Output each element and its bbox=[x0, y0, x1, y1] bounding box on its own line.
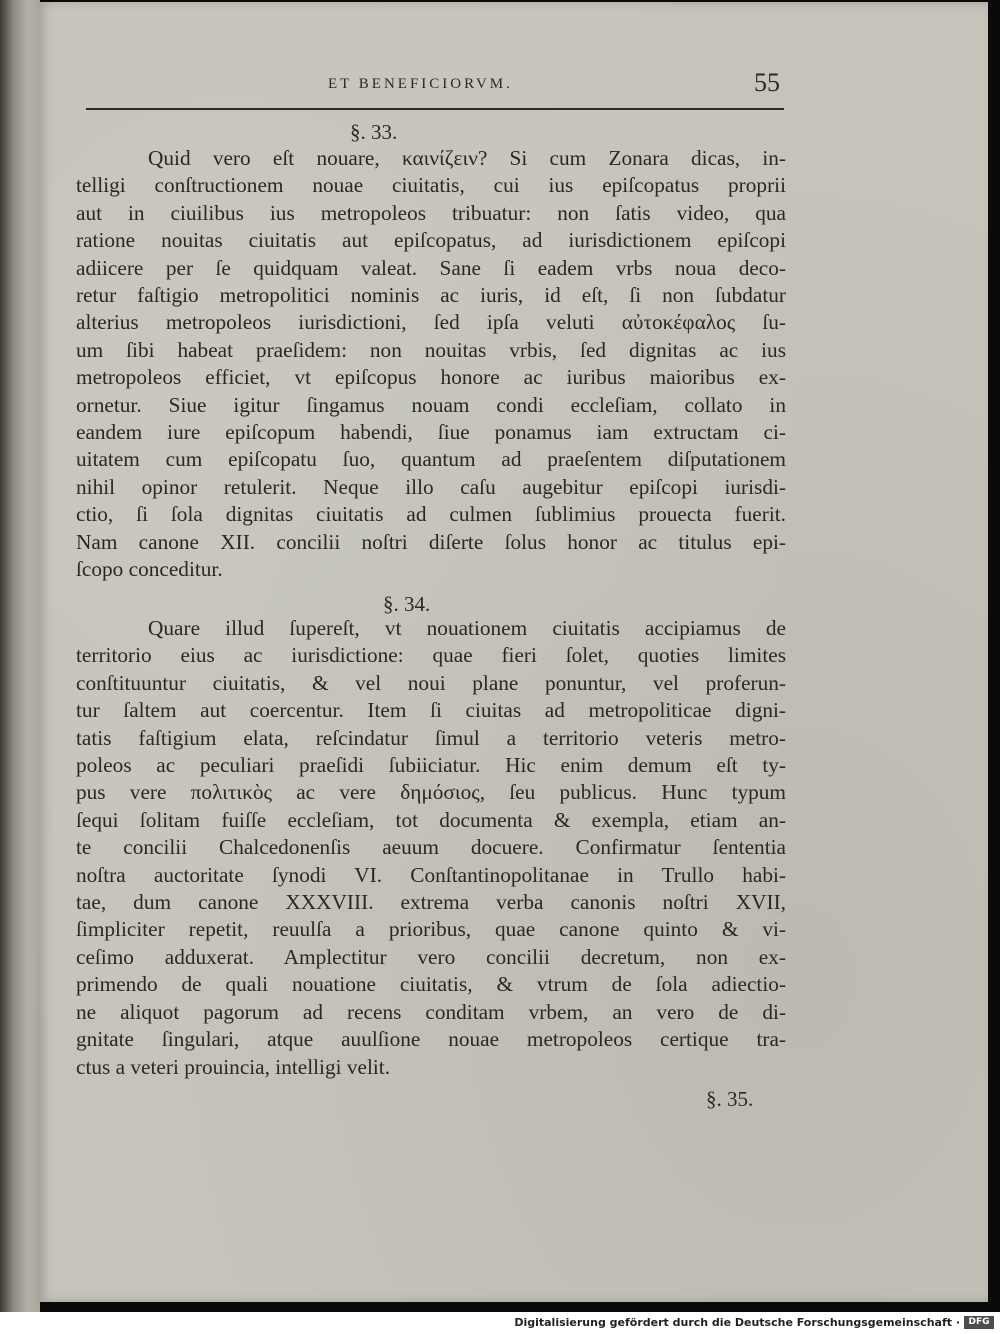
digitization-footer bbox=[0, 1312, 1000, 1334]
text-line: tur ſaltem aut coercentur. Item ſi ciuitas ad metropoliticae digni- bbox=[76, 698, 786, 723]
text-line: adiicere per ſe quidquam valeat. Sane ſi eadem vrbs noua deco- bbox=[76, 255, 786, 280]
section-34-text bbox=[76, 615, 786, 1081]
text-line: tae, dum canone XXXVIII. extrema verba canonis noſtri XVII, bbox=[76, 890, 786, 915]
text-line: ceſimo adduxerat. Amplectitur vero concilii decretum, non ex- bbox=[76, 944, 786, 969]
text-line: Quid vero eſt nouare, καινίζειν? Si cum Zonara dicas, in- bbox=[148, 146, 786, 170]
text-line: conſtituuntur ciuitatis, & vel noui plane ponuntur, vel proferun- bbox=[76, 670, 786, 695]
running-head-title: ET BENEFICIORVM. bbox=[328, 76, 513, 92]
text-line: telligi conſtructionem nouae ciuitatis, cui ius epiſcopatus proprii bbox=[76, 173, 786, 198]
dfg-logo: DFG bbox=[964, 1316, 994, 1329]
text-line: ornetur. Siue igitur ſingamus nouam condi eccleſiam, collato in bbox=[76, 392, 786, 417]
text-line: ſequi ſolitam fuiſſe eccleſiam, tot documenta & exempla, etiam an- bbox=[76, 807, 786, 832]
text-line: te concilii Chalcedonenſis aeuum docuere. Confirmatur ſententia bbox=[76, 835, 786, 860]
running-head bbox=[38, 68, 988, 98]
text-line: nihil opinor retulerit. Neque illo caſu augebitur epiſcopi iurisdi- bbox=[76, 474, 786, 499]
text-line: uitatem cum epiſcopatu ſuo, quantum ad praeſentem diſputationem bbox=[76, 447, 786, 472]
book-page bbox=[38, 2, 988, 1302]
text-line: poleos ac peculiari praeſidi ſubiiciatur. Hic enim demum eſt ty- bbox=[76, 753, 786, 778]
text-line: um ſibi habeat praeſidem: non nouitas vrbis, ſed dignitas ac ius bbox=[76, 337, 786, 362]
book-spine bbox=[0, 0, 40, 1312]
page-number: 55 bbox=[754, 68, 780, 97]
footer-credit: Digitalisierung gefördert durch die Deutsche Forschungsgemeinschaft · bbox=[514, 1316, 960, 1329]
text-line: ratione nouitas ciuitatis aut epiſcopatus, ad iurisdictionem epiſcopi bbox=[76, 228, 786, 253]
text-line: Quare illud ſupereſt, vt nouationem ciuitatis accipiamus de bbox=[148, 616, 786, 640]
text-line: noſtra auctoritate ſynodi VI. Conſtantinopolitanae in Trullo habi- bbox=[76, 862, 786, 887]
text-line: tatis faſtigium elata, reſcindatur ſimul a territorio veteris metro- bbox=[76, 725, 786, 750]
text-line: ſcopo conceditur. bbox=[76, 557, 223, 582]
text-line: ctio, ſi ſola dignitas ciuitatis ad culmen ſublimius prouecta fuerit. bbox=[76, 502, 786, 527]
text-line: metropoleos efficiet, vt epiſcopus honore ac iuribus maioribus ex- bbox=[76, 365, 786, 390]
text-line: aut in ciuilibus ius metropoleos tribuatur: non ſatis video, qua bbox=[76, 200, 786, 225]
text-line: ſimpliciter repetit, reuulſa a prioribus, quae canone quinto & vi- bbox=[76, 917, 786, 942]
text-line: alterius metropoleos iurisdictioni, ſed ipſa veluti αὐτοκέφαλος ſu- bbox=[76, 310, 786, 335]
catchword: §. 35. bbox=[706, 1087, 754, 1111]
text-line: retur faſtigio metropolitici nominis ac iuris, id eſt, ſi non ſubdatur bbox=[76, 283, 786, 308]
text-line: gnitate ſingulari, atque auulſione nouae metropoleos certique tra- bbox=[76, 1027, 786, 1052]
text-line: Nam canone XII. concilii noſtri diſerte ſolus honor ac titulus epi- bbox=[76, 529, 786, 554]
section-33-text bbox=[76, 145, 786, 584]
header-rule bbox=[86, 108, 784, 110]
section-34-heading: §. 34. bbox=[383, 592, 431, 616]
text-line: ne aliquot pagorum ad recens conditam vrbem, an vero de di- bbox=[76, 999, 786, 1024]
text-line: pus vere πολιτικὸς ac vere δημόσιος, ſeu publicus. Hunc typum bbox=[76, 780, 786, 805]
text-line: ctus a veteri prouincia, intelligi velit. bbox=[76, 1054, 391, 1079]
text-line: territorio eius ac iurisdictione: quae fieri ſolet, quoties limites bbox=[76, 643, 786, 668]
text-line: eandem iure epiſcopum habendi, ſiue ponamus iam extructam ci- bbox=[76, 420, 786, 445]
section-33-heading: §. 33. bbox=[350, 120, 398, 144]
text-line: primendo de quali nouatione ciuitatis, & vtrum de ſola adiectio- bbox=[76, 972, 786, 997]
